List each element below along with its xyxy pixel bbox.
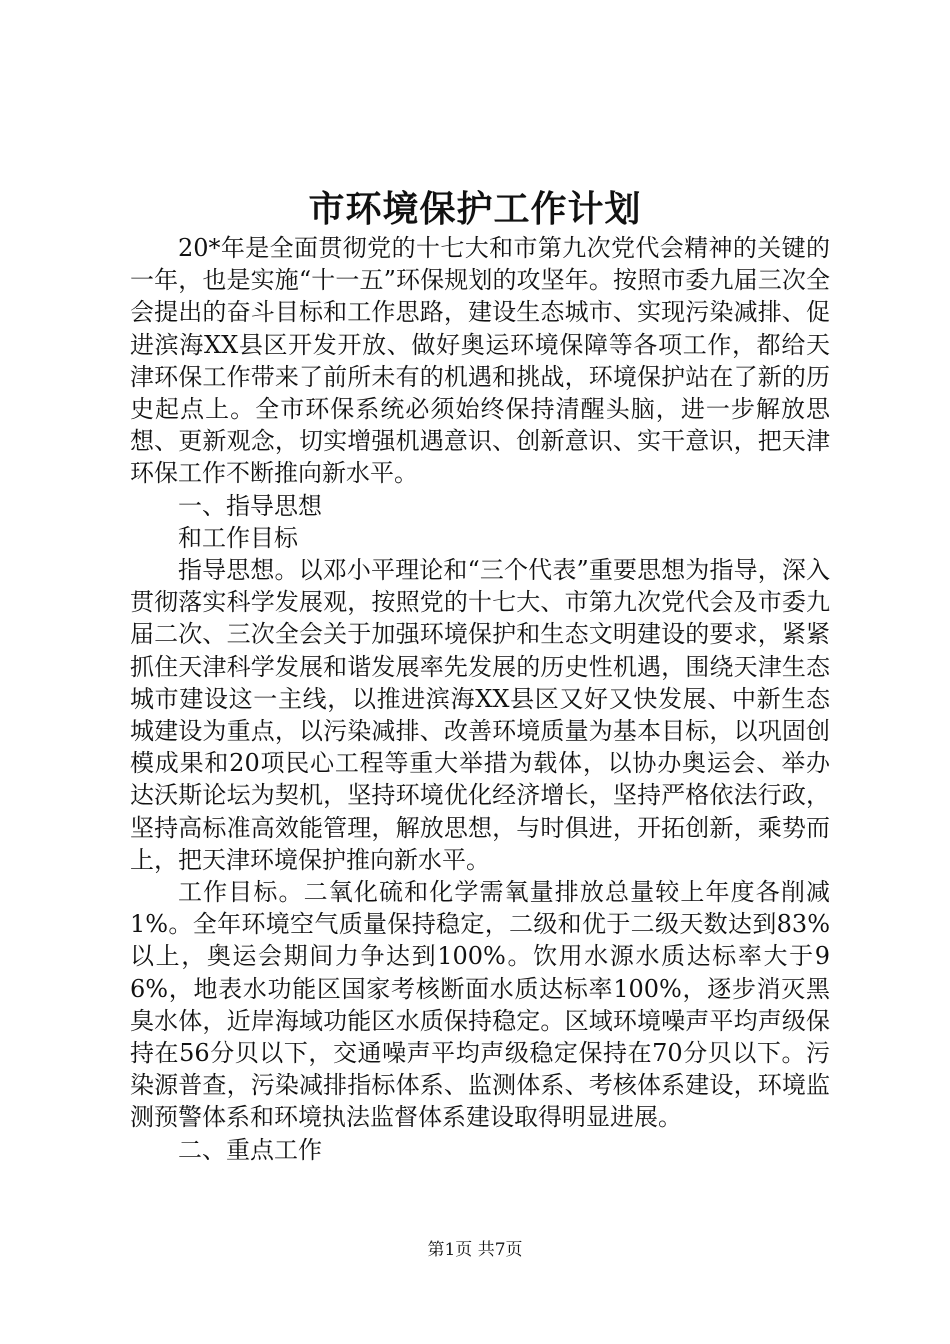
- section-heading-continuation: 和工作目标: [178, 523, 298, 552]
- guiding-thought-paragraph: 指导思想。以邓小平理论和“三个代表”重要思想为指导，深入贯彻落实科学发展观，按照党的十七大、市第九次党代会及市委九届二次、三次全会关于加强环境保护和生态文明建设的要求，紧紧抓住天津科学发展和谐发展率先发展的历史性机遇，围绕天津生态城市建设这一主线，以推进滨海XX县区又好又快发展、中新生态城建设为重点，以污染减排、改善环境质量为基本目标，以巩固创模成果和20项民心工程等重大举措为载体，以协办奥运会、举办达沃斯论坛为契机，坚持环境优化经济增长，坚持严格依法行政，坚持高标准高效能管理，解放思想，与时俱进，开拓创新，乘势而上，把天津环境保护推向新水平。: [130, 556, 830, 874]
- section-heading-guiding-thought: 一、指导思想: [178, 491, 322, 520]
- section-heading-key-work: 二、重点工作: [178, 1135, 322, 1164]
- document-body: [130, 232, 830, 1166]
- page-footer: 第1页 共7页: [427, 1240, 523, 1260]
- page-title: 市环境保护工作计划: [308, 188, 642, 230]
- work-goals-paragraph: 工作目标。二氧化硫和化学需氧量排放总量较上年度各削减1%。全年环境空气质量保持稳定，二级和优于二级天数达到83%以上，奥运会期间力争达到100%。饮用水源水质达标率大于96%，地表水功能区国家考核断面水质达标率100%，逐步消灭黑臭水体，近岸海域功能区水质保持稳定。区域环境噪声平均声级保持在56分贝以下，交通噪声平均声级稳定保持在70分贝以下。污染源普查，污染减排指标体系、监测体系、考核体系建设，环境监测预警体系和环境执法监督体系建设取得明显进展。: [130, 878, 830, 1132]
- intro-paragraph: 20*年是全面贯彻党的十七大和市第九次党代会精神的关键的一年，也是实施“十一五”环保规划的攻坚年。按照市委九届三次全会提出的奋斗目标和工作思路，建设生态城市、实现污染减排、促进滨海XX县区开发开放、做好奥运环境保障等各项工作，都给天津环保工作带来了前所未有的机遇和挑战，环境保护站在了新的历史起点上。全市环保系统必须始终保持清醒头脑，进一步解放思想、更新观念，切实增强机遇意识、创新意识、实干意识，把天津环保工作不断推向新水平。: [130, 234, 830, 488]
